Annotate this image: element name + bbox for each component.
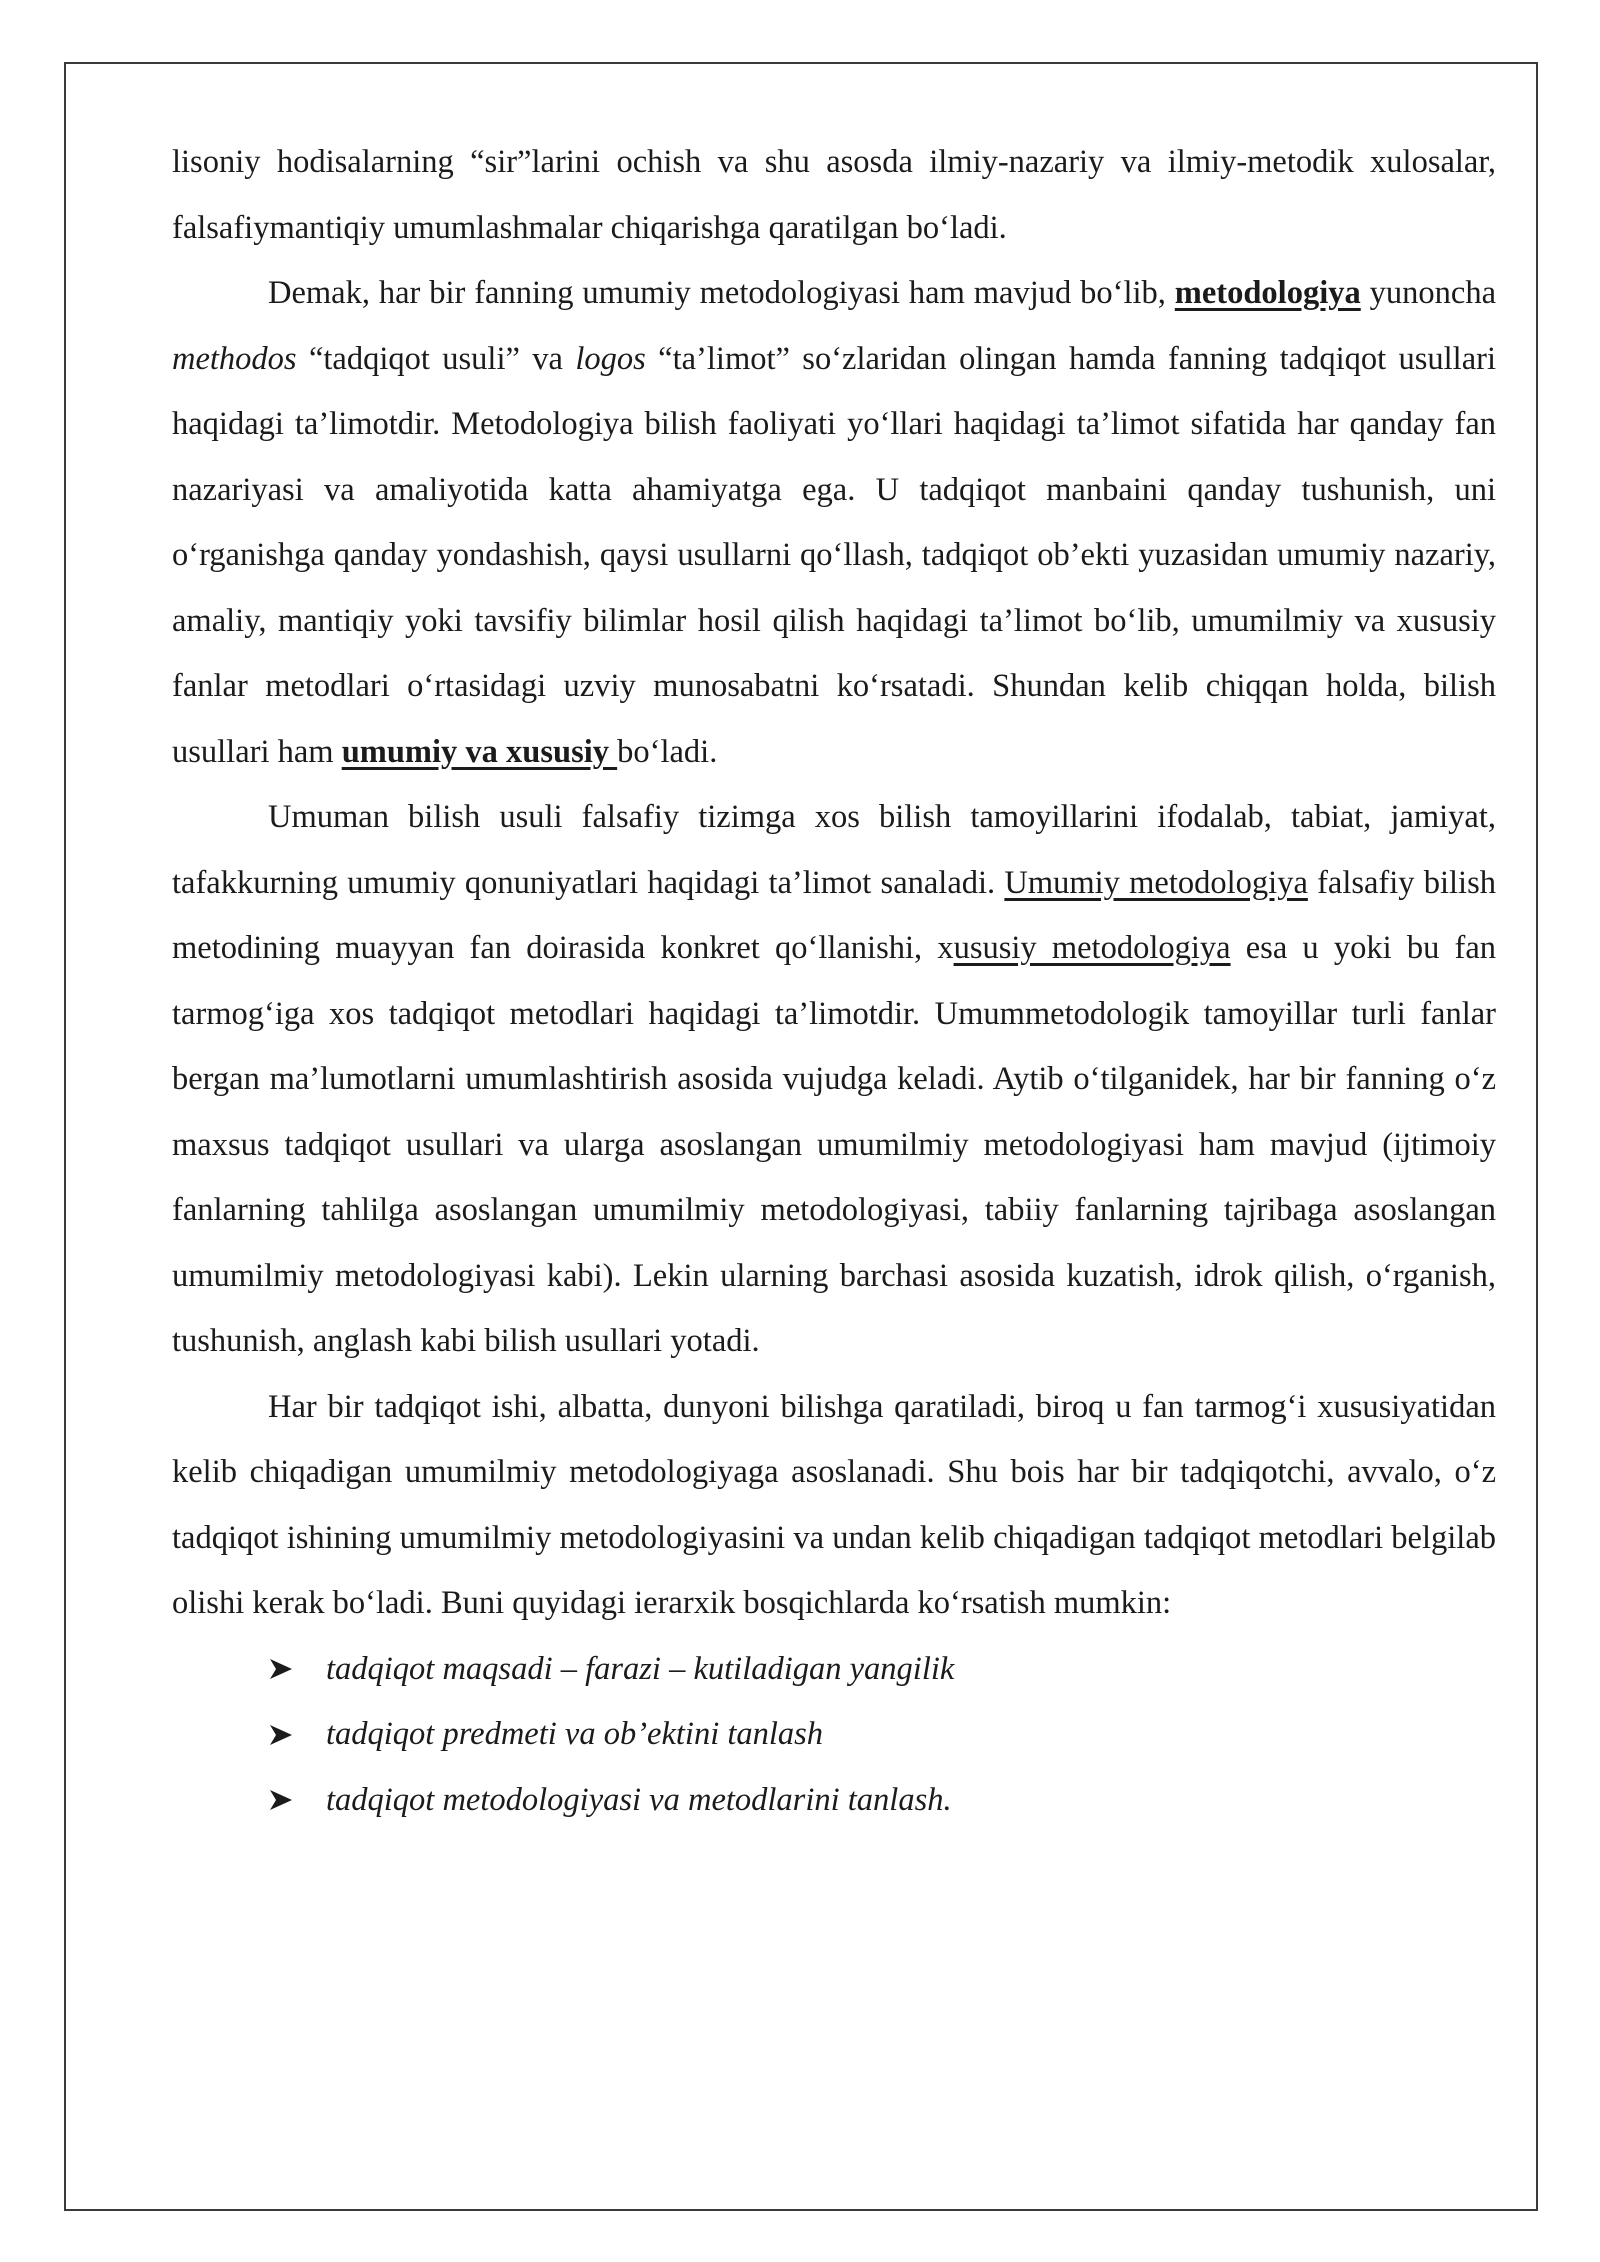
term-umumiy-va-xususiy: umumiy va xususiy xyxy=(341,733,618,770)
paragraph-3: Umuman bilish usuli falsafiy tizimga xos bilish tamoyillarini ifodalab, tabiat, jamiyat, tafakkurning umumiy qonuniyatlari haqidagi ta’limot sanaladi. Umumiy metodologiya falsafiy bilish metodining muayyan fan doirasida konkret qo‘llanishi, xususiy metodologiya esa u yoki bu fan tarmog‘iga xos tadqiqot metodlari haqidagi ta’limotdir. Umummetodologik tamoyillar turli fanlar bergan ma’lumotlarni umumlashtirish asosida vujudga keladi. Aytib o‘tilganidek, har bir fanning o‘z maxsus tadqiqot usullari va ularga asoslangan umumilmiy metodologiyasi ham mavjud (ijtimoiy fanlarning tahlilga asoslangan umumilmiy metodologiyasi, tabiiy fanlarning tajribaga asoslangan umumilmiy metodologiyasi kabi). Lekin ularning barchasi asosida kuzatish, idrok qilish, o‘rganish, tushunish, anglash kabi bilish usullari yotadi. xyxy=(172,799,1497,1359)
term-metodologiya: metodologiya xyxy=(1174,275,1361,311)
paragraph-4: Har bir tadqiqot ishi, albatta, dunyoni bilishga qaratiladi, biroq u fan tarmog‘i xususiyatidan kelib chiqadigan umumilmiy metodologiyaga asoslanadi. Shu bois har bir tadqiqotchi, avvalo, o‘z tadqiqot ishining umumilmiy metodologiyasini va undan kelib chiqadigan tadqiqot metodlari belgilab olishi kerak bo‘ladi. Buni quyidagi ierarxik bosqichlarda ko‘rsatish mumkin: xyxy=(172,1388,1496,1621)
term-umumiy-metodologiya: Umumiy metodologiya xyxy=(1004,864,1308,901)
term-methodos: methodos xyxy=(172,340,297,377)
arrowhead-bullet-icon xyxy=(268,1722,326,1748)
bullet-list xyxy=(172,1637,1496,1834)
list-item-text: tadqiqot maqsadi – farazi – kutiladigan yangilik xyxy=(326,1650,955,1687)
paragraph-2: Demak, har bir fanning umumiy metodologiyasi ham mavjud bo‘lib, metodologiya yunoncha methodos “tadqiqot usuli” va logos “ta’limot” so‘zlaridan olingan hamda fanning tadqiqot usullari haqidagi ta’limotdir. Metodologiya bilish faoliyati yo‘llari haqidagi ta’limot sifatida har qanday fan nazariyasi va amaliyotida katta ahamiyatga ega. U tadqiqot manbaini qanday tushunish, uni o‘rganishga qanday yondashish, qaysi usullarni qo‘llash, tadqiqot ob’ekti yuzasidan umumiy nazariy, amaliy, mantiqiy yoki tavsifiy bilimlar hosil qilish haqidagi ta’limot bo‘lib, umumilmiy va xususiy fanlar metodlari o‘rtasidagi uzviy munosabatni ko‘rsatadi. Shundan kelib chiqqan holda, bilish usullari ham umumiy va xususiy bo‘ladi. xyxy=(172,275,1496,770)
document-body xyxy=(172,130,1496,1833)
list-item-text: tadqiqot predmeti va ob’ektini tanlash xyxy=(326,1716,824,1752)
list-item-text: tadqiqot metodologiyasi va metodlarini tanlash. xyxy=(326,1781,952,1818)
term-xususiy-metodologiya: ususiy metodologiya xyxy=(953,930,1231,966)
list-item xyxy=(268,1702,1496,1768)
arrowhead-bullet-icon xyxy=(268,1787,326,1813)
paragraph-1: lisoniy hodisalarning “sir”larini ochish va shu asosda ilmiy-nazariy va ilmiy-metodik xulosalar, falsafiymantiqiy umumlashmalar chiqarishga qaratilgan bo‘ladi. xyxy=(172,144,1496,246)
list-item xyxy=(268,1768,1496,1834)
term-logos: logos xyxy=(575,340,646,377)
list-item xyxy=(268,1637,1496,1703)
arrowhead-bullet-icon xyxy=(268,1656,326,1682)
